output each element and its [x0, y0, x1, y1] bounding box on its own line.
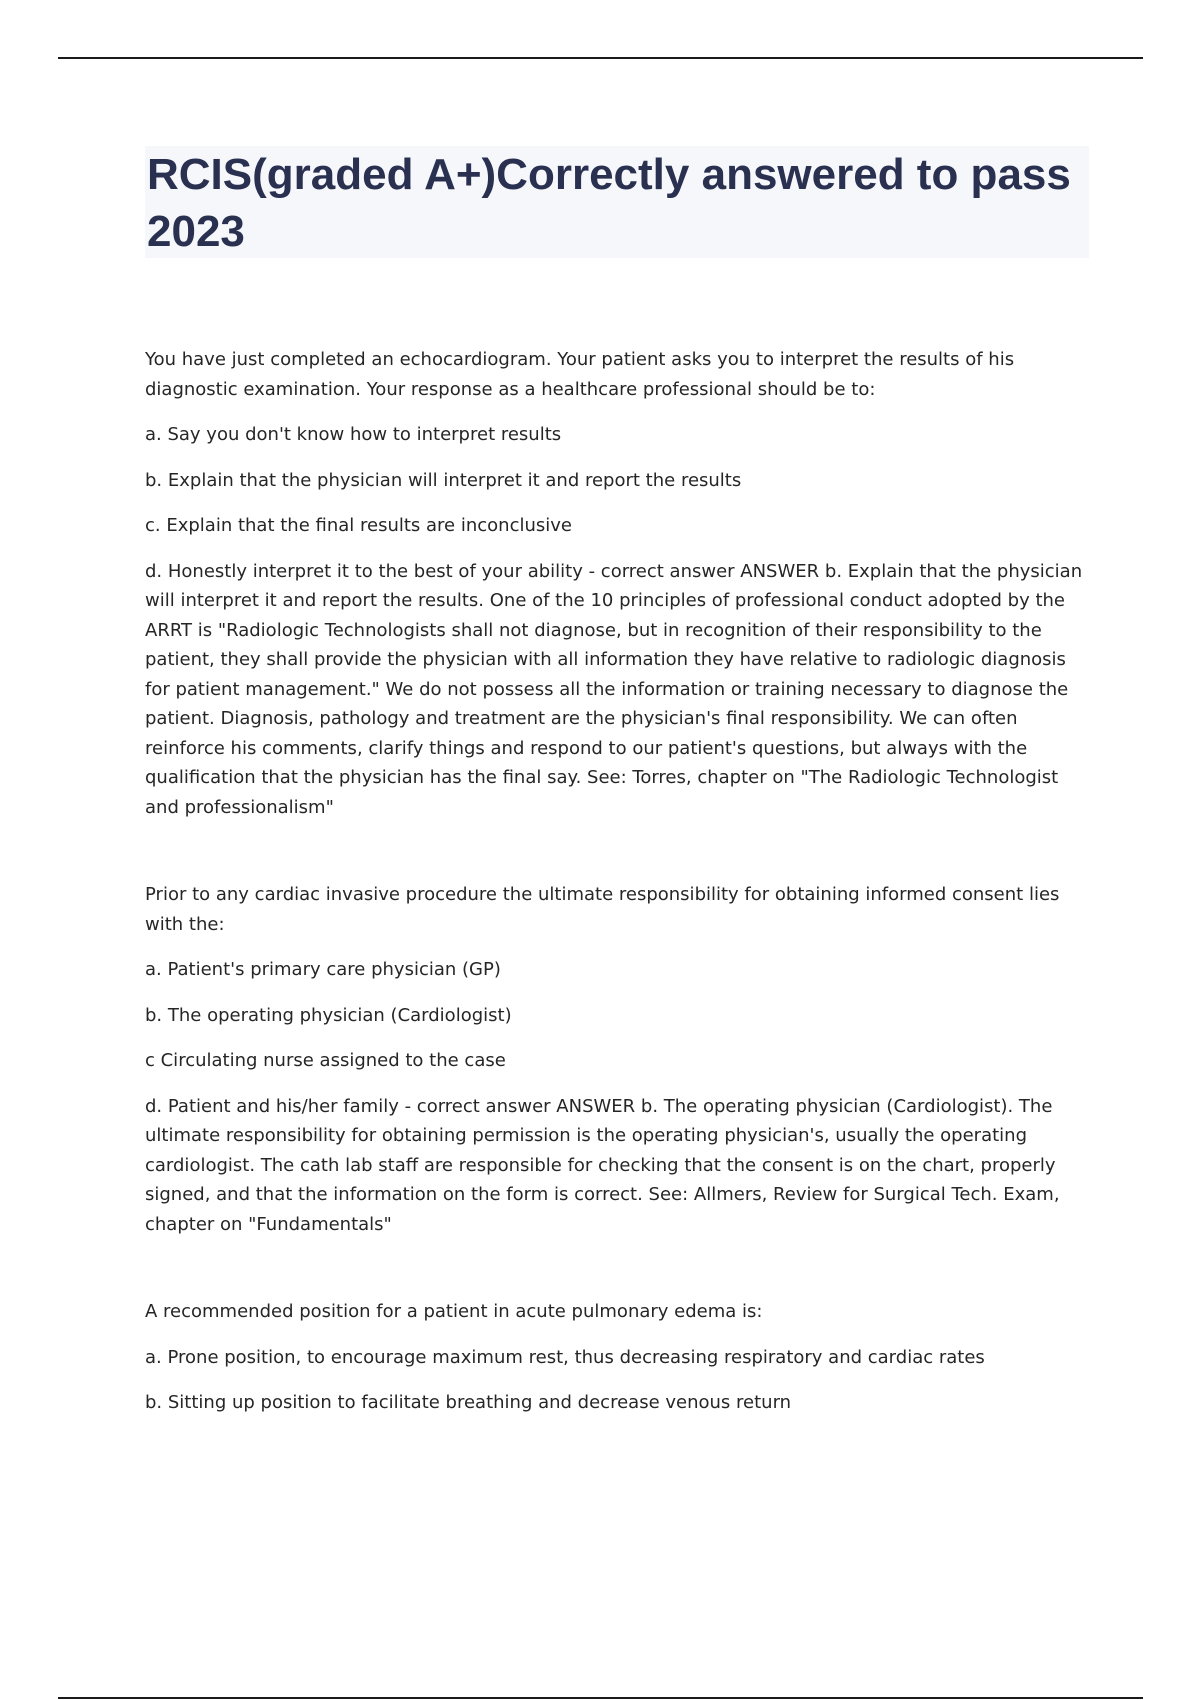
answer-option: c Circulating nurse assigned to the case [145, 1050, 506, 1071]
answer-option: a. Patient's primary care physician (GP) [145, 959, 501, 980]
answer-option: b. Sitting up position to facilitate breathing and decrease venous return [145, 1392, 792, 1413]
answer-option: a. Say you don't know how to interpret results [145, 424, 562, 445]
answer-option-with-explanation: d. Honestly interpret it to the best of your ability - correct answer ANSWER b. Explain that the physician will interpret it and report the results. One of the 10 principles of professional conduct adopted by the ARRT is "Radiologic Technologists shall not diagnose, but in recognition of their responsibility to the patient, they shall provide the physician with all information they have relative to radiologic diagnosis for patient management." We do not possess all the information or training necessary to diagnose the patient. Diagnosis, pathology and treatment are the physician's final responsibility. We can often reinforce his comments, clarify things and respond to our patient's questions, but always with the qualification that the physician has the final say. See: Torres, chapter on "The Radiologic Technologist and professionalism" [145, 560, 1083, 818]
document-title: RCIS(graded A+)Correctly answered to pass 2023 [147, 150, 1071, 256]
answer-option: a. Prone position, to encourage maximum rest, thus decreasing respiratory and cardiac rates [145, 1346, 985, 1368]
bottom-rule [58, 1697, 1143, 1699]
answer-option: b. The operating physician (Cardiologist) [145, 1004, 512, 1026]
question-block [145, 345, 1090, 822]
answer-option-with-explanation: d. Patient and his/her family - correct answer ANSWER b. The operating physician (Cardiologist). The ultimate responsibility for obtaining permission is the operating physician's, usually the operating cardiologist. The cath lab staff are responsible for checking that the consent is on the chart, properly signed, and that the information on the form is correct. See: Allmers, Review for Surgical Tech. Exam, chapter on "Fundamentals" [145, 1095, 1060, 1235]
document-body [145, 345, 1090, 1434]
question-block [145, 880, 1090, 1239]
top-rule [58, 57, 1143, 59]
question-text: A recommended position for a patient in acute pulmonary edema is: [145, 1301, 763, 1322]
question-text: Prior to any cardiac invasive procedure the ultimate responsibility for obtaining informed consent lies with the: [145, 884, 1060, 935]
answer-option: b. Explain that the physician will interpret it and report the results [145, 469, 742, 491]
question-text: You have just completed an echocardiogram. Your patient asks you to interpret the results of his diagnostic examination. Your response as a healthcare professional should be to: [145, 349, 1015, 400]
answer-option: c. Explain that the final results are inconclusive [145, 515, 572, 536]
question-block [145, 1297, 1090, 1418]
